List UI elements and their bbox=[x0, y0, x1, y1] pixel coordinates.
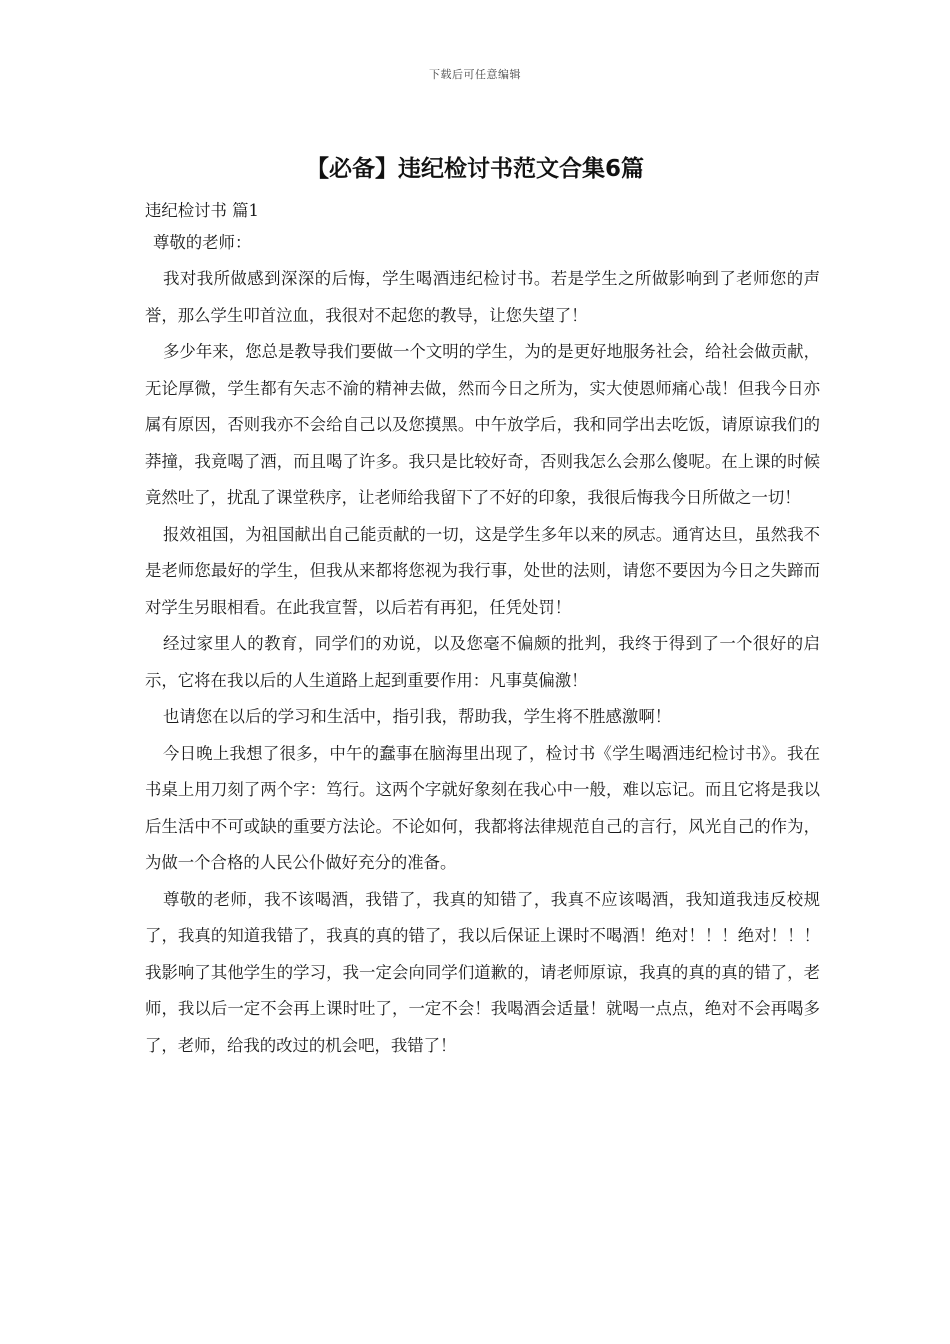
paragraph: 报效祖国，为祖国献出自己能贡献的一切，这是学生多年以来的夙志。通宵达旦，虽然我不是老师您最好的学生，但我从来都将您视为我行事，处世的法则，请您不要因为今日之失蹄而对学生另眼相看。在此我宣誓，以后若有再犯，任凭处罚！ bbox=[145, 524, 820, 617]
paragraph: 尊敬的老师，我不该喝酒，我错了，我真的知错了，我真不应该喝酒，我知道我违反校规了，我真的知道我错了，我真的真的错了，我以后保证上课时不喝酒！绝对！！！绝对！！！我影响了其他学生的学习，我一定会向同学们道歉的，请老师原谅，我真的真的真的错了，老师，我以后一定不会再上课时吐了，一定不会！我喝酒会适量！就喝一点点，绝对不会再喝多了，老师，给我的改过的机会吧，我错了！ bbox=[145, 889, 820, 1055]
paragraph: 经过家里人的教育，同学们的劝说，以及您毫不偏颇的批判，我终于得到了一个很好的启示，它将在我以后的人生道路上起到重要作用：凡事莫偏激！ bbox=[145, 634, 820, 690]
document-body bbox=[145, 196, 820, 1064]
header-note: 下载后可任意编辑 bbox=[429, 68, 521, 81]
document-title: 【必备】违纪检讨书范文合集6篇 bbox=[305, 156, 644, 182]
paragraph: 今日晚上我想了很多，中午的蠢事在脑海里出现了，检讨书《学生喝酒违纪检讨书》。我在书桌上用刀刻了两个字：笃行。这两个字就好象刻在我心中一般，难以忘记。而且它将是我以后生活中不可或缺的重要方法论。不论如何，我都将法律规范自己的言行，风光自己的作为，为做一个合格的人民公仆做好充分的准备。 bbox=[145, 743, 820, 872]
section-heading: 违纪检讨书 篇1 bbox=[145, 201, 259, 220]
paragraph: 多少年来，您总是教导我们要做一个文明的学生，为的是更好地服务社会，给社会做贡献，无论厚微，学生都有矢志不渝的精神去做，然而今日之所为，实大使恩师痛心哉！但我今日亦属有原因，否则我亦不会给自己以及您摸黑。中午放学后，我和同学出去吃饭，请原谅我们的莽撞，我竟喝了酒，而且喝了许多。我只是比较好奇，否则我怎么会那么傻呢。在上课的时候竟然吐了，扰乱了课堂秩序，让老师给我留下了不好的印象，我很后悔我今日所做之一切！ bbox=[145, 342, 820, 507]
salutation: 尊敬的老师： bbox=[153, 233, 252, 252]
paragraph: 我对我所做感到深深的后悔，学生喝酒违纪检讨书。若是学生之所做影响到了老师您的声誉，那么学生叩首泣血，我很对不起您的教导，让您失望了！ bbox=[145, 269, 820, 325]
paragraph: 也请您在以后的学习和生活中，指引我，帮助我，学生将不胜感激啊！ bbox=[163, 707, 672, 726]
